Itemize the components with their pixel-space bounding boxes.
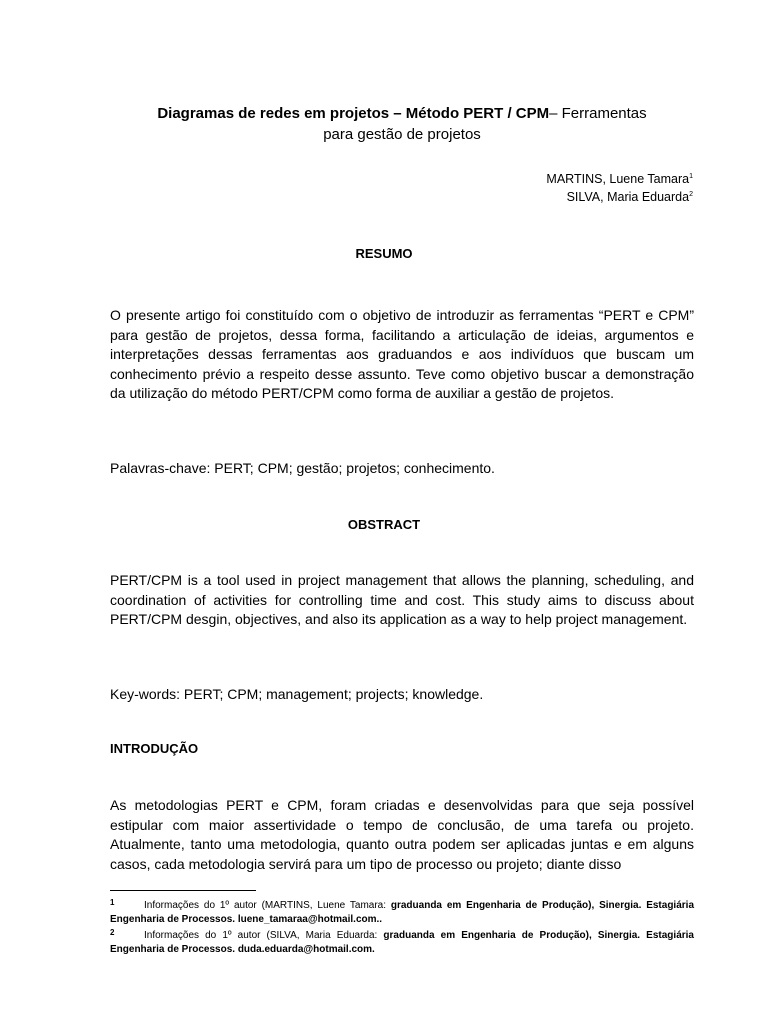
footnotes	[110, 896, 694, 956]
author-2	[546, 187, 693, 205]
author-name: SILVA, Maria Eduarda	[566, 190, 690, 204]
author-ref: 1	[689, 173, 693, 180]
title-line2: para gestão de projetos	[323, 126, 481, 143]
author-list	[546, 169, 693, 205]
footnote-1	[110, 896, 694, 926]
abstract-keywords: Key-words: PERT; CPM; management; projects; knowledge.	[110, 686, 484, 702]
footnote-text: Informações do 1º autor (MARTINS, Luene Tamara:	[144, 900, 391, 911]
intro-heading: INTRODUÇÃO	[110, 741, 199, 756]
author-ref: 2	[689, 191, 693, 198]
title-rest: – Ferramentas	[549, 105, 647, 122]
footnote-text: Informações do 1º autor (SILVA, Maria Eduarda:	[144, 930, 384, 941]
footnote-separator	[110, 890, 256, 891]
abstract-text: PERT/CPM is a tool used in project management that allows the planning, scheduling, and coordination of activities for controlling time and cost. This study aims to discuss about PERT/CPM desgin, objectives, and also its application as a way to help project management.	[110, 572, 694, 627]
resumo-heading: RESUMO	[355, 246, 413, 261]
resumo-text: O presente artigo foi constituído com o objetivo de introduzir as ferramentas “PERT e CPM” para gestão de projetos, dessa forma, facilitando a articulação de ideias, argumentos e interpretações dessas ferramentas aos graduandos e aos indivíduos que buscam um conhecimento prévio a respeito desse assunto. Teve como objetivo buscar a demonstração da utilização do método PERT/CPM como forma de auxiliar a gestão de projetos.	[110, 307, 694, 401]
footnote-mark: 1	[110, 898, 115, 907]
footnote-mark: 2	[110, 928, 115, 937]
abstract-heading: OBSTRACT	[347, 517, 421, 532]
footnote-bold: graduanda em Engenharia de Produção), Sinergia. Estagiária Engenharia de Processos. luene_tamaraa@hotmail.com..	[110, 900, 695, 925]
paper-title	[110, 103, 694, 145]
resumo-keywords: Palavras-chave: PERT; CPM; gestão; projetos; conhecimento.	[110, 460, 495, 476]
author-1	[546, 169, 693, 187]
intro-text: As metodologias PERT e CPM, foram criadas e desenvolvidas para que seja possível estipular com maior assertividade o tempo de conclusão, de uma tarefa ou projeto. Atualmente, tanto uma metodologia, quanto outra podem ser aplicadas juntas e em alguns casos, cada metodologia servirá para um tipo de processo ou projeto; diante disso	[110, 797, 694, 872]
footnote-bold: graduanda em Engenharia de Produção), Sinergia. Estagiária Engenharia de Processos. duda.eduarda@hotmail.com.	[110, 930, 694, 955]
footnote-2	[110, 926, 694, 956]
title-bold: Diagramas de redes em projetos – Método PERT / CPM	[157, 105, 550, 122]
author-name: MARTINS, Luene Tamara	[546, 172, 690, 186]
